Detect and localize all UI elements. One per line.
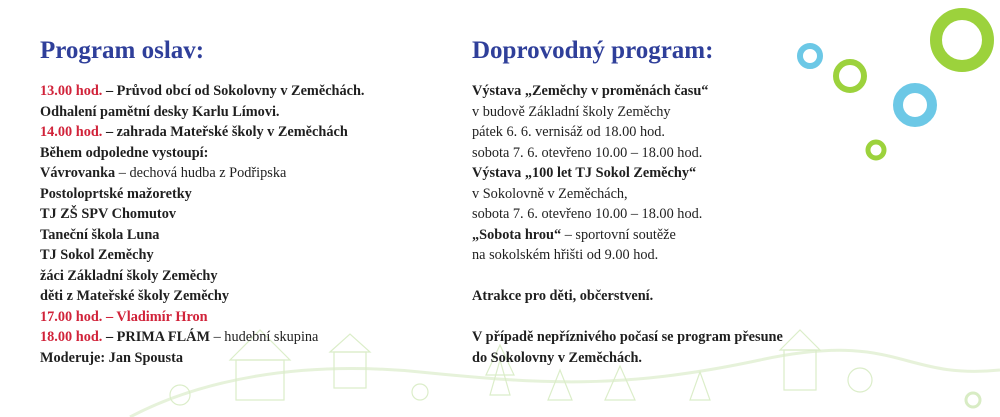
program-line — [472, 225, 892, 246]
program-line — [40, 327, 460, 348]
program-line: sobota 7. 6. otevřeno 10.00 – 18.00 hod. — [472, 206, 703, 222]
spacer — [472, 307, 892, 328]
event-text: – sportovní soutěže — [561, 226, 676, 243]
program-line: sobota 7. 6. otevřeno 10.00 – 18.00 hod. — [472, 144, 703, 161]
event-text: – zahrada Mateřské školy v Zeměchách — [102, 124, 348, 140]
program-line: TJ ZŠ SPV Chomutov — [40, 206, 176, 222]
program-line: do Sokolovny v Zeměchách. — [472, 349, 642, 366]
program-line — [40, 163, 460, 184]
program-column — [40, 36, 460, 368]
program-line: V případě nepříznivého počasí se program přesune — [472, 329, 783, 345]
program-line: Moderuje: Jan Spousta — [40, 349, 183, 366]
program-line — [40, 81, 460, 102]
program-line: Postoloprtské mažoretky — [40, 185, 192, 202]
time-label: 14.00 hod. — [40, 124, 103, 140]
program-line: na sokolském hřišti od 9.00 hod. — [472, 247, 659, 263]
program-line: v budově Základní školy Zeměchy — [472, 103, 671, 120]
program-line: Výstava „100 let TJ Sokol Zeměchy“ — [472, 165, 697, 181]
accompanying-heading: Doprovodný program: — [472, 37, 714, 64]
program-line — [40, 122, 460, 143]
program-line: žáci Základní školy Zeměchy — [40, 267, 218, 284]
program-line: TJ Sokol Zeměchy — [40, 247, 154, 263]
event-title: „Sobota hrou“ — [472, 226, 562, 243]
performer-name: – PRIMA FLÁM — [102, 329, 210, 345]
time-label: 18.00 hod. — [40, 329, 103, 345]
program-line: Taneční škola Luna — [40, 226, 160, 243]
program-line: v Sokolovně v Zeměchách, — [472, 185, 628, 202]
accompanying-column — [472, 36, 892, 368]
program-line: Během odpoledne vystoupí: — [40, 144, 209, 161]
program-heading: Program oslav: — [40, 37, 205, 64]
performer-desc: – dechová hudba z Podřipska — [115, 165, 287, 181]
time-label: 13.00 hod. — [40, 83, 103, 99]
performer-name: Vávrovanka — [40, 165, 116, 181]
spacer — [472, 266, 892, 287]
program-line: Výstava „Zeměchy v proměnách času“ — [472, 83, 709, 99]
program-line: děti z Mateřské školy Zeměchy — [40, 288, 229, 304]
program-line: Atrakce pro děti, občerstvení. — [472, 288, 654, 304]
program-line: Odhalení pamětní desky Karlu Límovi. — [40, 103, 280, 120]
event-text: – Průvod obcí od Sokolovny v Zeměchách. — [102, 83, 365, 99]
program-line: 17.00 hod. – Vladimír Hron — [40, 308, 208, 325]
performer-desc: – hudební skupina — [210, 329, 319, 345]
program-line: pátek 6. 6. vernisáž od 18.00 hod. — [472, 124, 665, 140]
